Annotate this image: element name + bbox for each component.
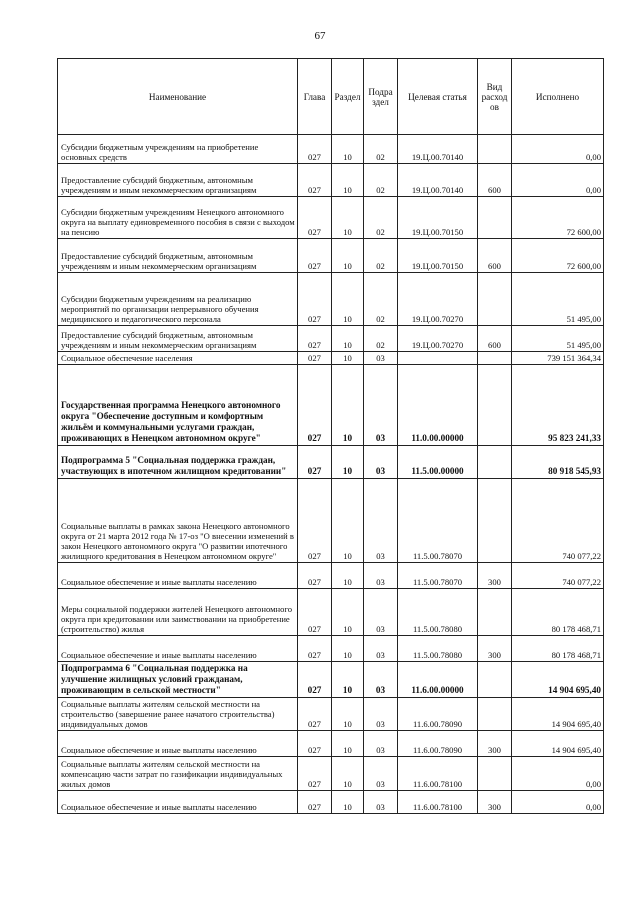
cell-target: 11.5.00.78070 [398,563,478,589]
cell-name: Подпрограмма 5 "Социальная поддержка граждан, участвующих в ипотечном жилищном кредитовании" [58,446,298,479]
cell-podrazdel: 03 [364,446,398,479]
table-row [58,135,604,164]
cell-target: 19.Ц.00.70270 [398,273,478,326]
cell-name: Предоставление субсидий бюджетным, автономным учреждениям и иным некоммерческим организациям [58,164,298,197]
table-row [58,636,604,662]
cell-name: Предоставление субсидий бюджетным, автономным учреждениям и иным некоммерческим организациям [58,326,298,352]
cell-target: 19.Ц.00.70270 [398,326,478,352]
cell-glava: 027 [298,589,332,636]
cell-podrazdel: 02 [364,135,398,164]
col-header-target: Целевая статья [398,59,478,135]
table-row [58,589,604,636]
cell-name: Субсидии бюджетным учреждениям на реализацию мероприятий по организации непрерывного обучения медицинского и педагогического персонала [58,273,298,326]
table-row [58,662,604,698]
cell-podrazdel: 03 [364,662,398,698]
cell-vid [478,757,512,791]
cell-name: Социальное обеспечение и иные выплаты населению [58,791,298,814]
cell-glava: 027 [298,757,332,791]
cell-executed: 95 823 241,33 [512,365,604,446]
cell-razdel: 10 [332,731,364,757]
cell-target: 11.6.00.78100 [398,791,478,814]
table-row [58,164,604,197]
cell-target: 19.Ц.00.70140 [398,164,478,197]
cell-razdel: 10 [332,365,364,446]
cell-vid [478,698,512,731]
table-header-row [58,59,604,135]
cell-podrazdel: 03 [364,352,398,365]
cell-vid: 300 [478,731,512,757]
cell-vid [478,446,512,479]
cell-glava: 027 [298,135,332,164]
cell-podrazdel: 02 [364,239,398,273]
cell-razdel: 10 [332,757,364,791]
cell-executed: 72 600,00 [512,239,604,273]
cell-razdel: 10 [332,352,364,365]
cell-podrazdel: 02 [364,164,398,197]
cell-glava: 027 [298,197,332,239]
cell-glava: 027 [298,479,332,563]
cell-name: Подпрограмма 6 "Социальная поддержка на улучшение жилищных условий гражданам, проживающим в сельской местности" [58,662,298,698]
table-row [58,365,604,446]
cell-name: Социальные выплаты жителям сельской местности на компенсацию части затрат по газификации индивидуальных жилых домов [58,757,298,791]
cell-target: 19.Ц.00.70150 [398,239,478,273]
cell-name: Государственная программа Ненецкого автономного округа "Обеспечение доступным и комфортным жильём и коммунальными услугами граждан, проживающих в Ненецком автономном округе" [58,365,298,446]
cell-target [398,352,478,365]
cell-razdel: 10 [332,479,364,563]
cell-name: Предоставление субсидий бюджетным, автономным учреждениям и иным некоммерческим организациям [58,239,298,273]
cell-target: 11.5.00.78080 [398,589,478,636]
cell-executed: 14 904 695,40 [512,662,604,698]
cell-name: Социальные выплаты жителям сельской местности на строительство (завершение ранее начатого строительства) индивидуальных домов [58,698,298,731]
cell-razdel: 10 [332,589,364,636]
cell-vid [478,273,512,326]
cell-vid: 600 [478,164,512,197]
cell-executed: 80 918 545,93 [512,446,604,479]
cell-glava: 027 [298,446,332,479]
col-header-name: Наименование [58,59,298,135]
table-row [58,326,604,352]
cell-podrazdel: 03 [364,365,398,446]
cell-executed: 0,00 [512,135,604,164]
cell-target: 11.6.00.78090 [398,731,478,757]
cell-vid [478,135,512,164]
cell-executed: 0,00 [512,164,604,197]
cell-razdel: 10 [332,197,364,239]
cell-executed: 740 077,22 [512,563,604,589]
cell-podrazdel: 03 [364,791,398,814]
cell-glava: 027 [298,791,332,814]
cell-vid [478,662,512,698]
cell-razdel: 10 [332,164,364,197]
cell-target: 11.6.00.78090 [398,698,478,731]
cell-vid: 300 [478,636,512,662]
cell-executed: 740 077,22 [512,479,604,563]
cell-vid [478,352,512,365]
cell-name: Социальное обеспечение и иные выплаты населению [58,563,298,589]
table-row [58,479,604,563]
cell-name: Социальное обеспечение населения [58,352,298,365]
cell-vid: 300 [478,791,512,814]
table-row [58,731,604,757]
table-row [58,197,604,239]
col-header-glava: Глава [298,59,332,135]
cell-vid: 300 [478,563,512,589]
table-row [58,239,604,273]
cell-podrazdel: 03 [364,479,398,563]
cell-target: 19.Ц.00.70140 [398,135,478,164]
cell-glava: 027 [298,352,332,365]
cell-name: Социальные выплаты в рамках закона Ненецкого автономного округа от 21 марта 2012 года № 17-оз "О внесении изменений в закон Ненецкого автономного округа "О развитии ипотечного жилищного кредитования в Ненецком автономном округе" [58,479,298,563]
cell-razdel: 10 [332,446,364,479]
cell-glava: 027 [298,164,332,197]
cell-executed: 0,00 [512,791,604,814]
cell-vid: 600 [478,326,512,352]
cell-executed: 72 600,00 [512,197,604,239]
cell-podrazdel: 02 [364,326,398,352]
table-row [58,352,604,365]
table-row [58,757,604,791]
cell-podrazdel: 03 [364,589,398,636]
cell-executed: 739 151 364,34 [512,352,604,365]
cell-podrazdel: 03 [364,731,398,757]
cell-razdel: 10 [332,135,364,164]
cell-razdel: 10 [332,563,364,589]
table-row [58,698,604,731]
cell-podrazdel: 03 [364,698,398,731]
cell-vid [478,589,512,636]
cell-razdel: 10 [332,698,364,731]
cell-name: Социальное обеспечение и иные выплаты населению [58,636,298,662]
cell-podrazdel: 02 [364,273,398,326]
cell-razdel: 10 [332,636,364,662]
page-number: 67 [314,30,326,42]
cell-razdel: 10 [332,326,364,352]
cell-vid [478,479,512,563]
table-row [58,446,604,479]
cell-glava: 027 [298,273,332,326]
cell-vid [478,365,512,446]
cell-podrazdel: 03 [364,636,398,662]
cell-glava: 027 [298,698,332,731]
cell-target: 11.6.00.00000 [398,662,478,698]
cell-target: 11.6.00.78100 [398,757,478,791]
cell-glava: 027 [298,563,332,589]
cell-target: 11.5.00.78070 [398,479,478,563]
col-header-razdel: Раздел [332,59,364,135]
cell-executed: 51 495,00 [512,273,604,326]
cell-name: Социальное обеспечение и иные выплаты населению [58,731,298,757]
cell-executed: 80 178 468,71 [512,636,604,662]
cell-target: 11.5.00.00000 [398,446,478,479]
cell-executed: 14 904 695,40 [512,731,604,757]
cell-name: Меры социальной поддержки жителей Ненецкого автономного округа при кредитовании или заимствовании на приобретение (строительство) жилья [58,589,298,636]
col-header-executed: Исполнено [512,59,604,135]
cell-vid [478,197,512,239]
cell-vid: 600 [478,239,512,273]
cell-razdel: 10 [332,791,364,814]
cell-razdel: 10 [332,662,364,698]
cell-glava: 027 [298,326,332,352]
table-row [58,791,604,814]
cell-target: 11.5.00.78080 [398,636,478,662]
budget-table [57,58,604,814]
cell-executed: 14 904 695,40 [512,698,604,731]
cell-glava: 027 [298,365,332,446]
cell-name: Субсидии бюджетным учреждениям на приобретение основных средств [58,135,298,164]
cell-name: Субсидии бюджетным учреждениям Ненецкого автономного округа на выплату единовременного пособия в связи с выходом на пенсию [58,197,298,239]
cell-executed: 80 178 468,71 [512,589,604,636]
cell-razdel: 10 [332,273,364,326]
cell-podrazdel: 02 [364,197,398,239]
cell-executed: 0,00 [512,757,604,791]
table-row [58,273,604,326]
cell-glava: 027 [298,239,332,273]
cell-target: 19.Ц.00.70150 [398,197,478,239]
col-header-vid: Вид расход ов [478,59,512,135]
table-row [58,563,604,589]
cell-razdel: 10 [332,239,364,273]
cell-target: 11.0.00.00000 [398,365,478,446]
cell-glava: 027 [298,636,332,662]
cell-executed: 51 495,00 [512,326,604,352]
cell-podrazdel: 03 [364,757,398,791]
col-header-podrazdel: Подра здел [364,59,398,135]
cell-glava: 027 [298,662,332,698]
cell-podrazdel: 03 [364,563,398,589]
cell-glava: 027 [298,731,332,757]
